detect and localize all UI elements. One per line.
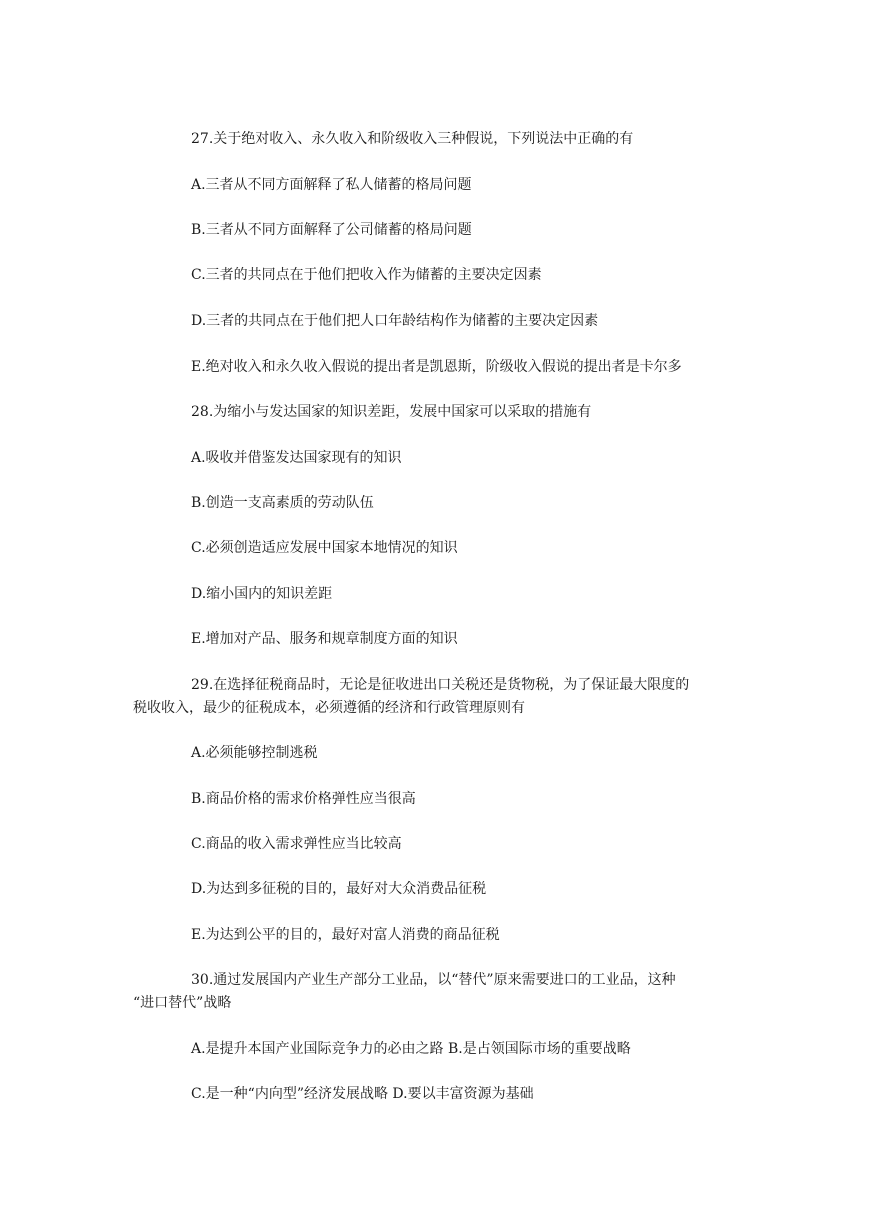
question-27-option-e: E.绝对收入和永久收入假说的提出者是凯恩斯，阶级收入假说的提出者是卡尔多 — [191, 359, 682, 375]
question-27-stem: 27.关于绝对收入、永久收入和阶级收入三种假说，下列说法中正确的有 — [191, 131, 634, 147]
question-27-option-c: C.三者的共同点在于他们把收入作为储蓄的主要决定因素 — [191, 267, 542, 283]
question-29-stem-line-1: 29.在选择征税商品时，无论是征收进出口关税还是货物税，为了保证最大限度的 — [191, 677, 690, 693]
question-29-option-a: A.必须能够控制逃税 — [191, 745, 318, 761]
question-30-stem-line-1: 30.通过发展国内产业生产部分工业品，以“替代”原来需要进口的工业品，这种 — [191, 972, 676, 988]
question-29-option-d: D.为达到多征税的目的，最好对大众消费品征税 — [191, 881, 487, 897]
question-29-option-e: E.为达到公平的目的，最好对富人消费的商品征税 — [191, 927, 500, 943]
question-28-stem: 28.为缩小与发达国家的知识差距，发展中国家可以采取的措施有 — [191, 404, 592, 420]
question-28-option-a: A.吸收并借鉴发达国家现有的知识 — [191, 450, 402, 466]
question-28-option-c: C.必须创造适应发展中国家本地情况的知识 — [191, 540, 458, 556]
question-27-option-d: D.三者的共同点在于他们把人口年龄结构作为储蓄的主要决定因素 — [191, 313, 599, 329]
question-30-options-ab: A.是提升本国产业国际竞争力的必由之路 B.是占领国际市场的重要战略 — [191, 1041, 631, 1057]
question-29-stem-line-2: 税收收入，最少的征税成本，必须遵循的经济和行政管理原则有 — [133, 700, 525, 716]
question-28-option-d: D.缩小国内的知识差距 — [191, 586, 333, 602]
question-27-option-b: B.三者从不同方面解释了公司储蓄的格局问题 — [191, 222, 472, 238]
question-29-option-b: B.商品价格的需求价格弹性应当很高 — [191, 791, 416, 807]
question-29-option-c: C.商品的收入需求弹性应当比较高 — [191, 836, 402, 852]
question-30-stem-line-2: “进口替代”战略 — [133, 995, 232, 1011]
question-30-options-cd: C.是一种“内向型”经济发展战略 D.要以丰富资源为基础 — [191, 1086, 534, 1102]
question-27-option-a: A.三者从不同方面解释了私人储蓄的格局问题 — [191, 177, 472, 193]
question-28-option-b: B.创造一支高素质的劳动队伍 — [191, 495, 374, 511]
question-28-option-e: E.增加对产品、服务和规章制度方面的知识 — [191, 631, 458, 647]
